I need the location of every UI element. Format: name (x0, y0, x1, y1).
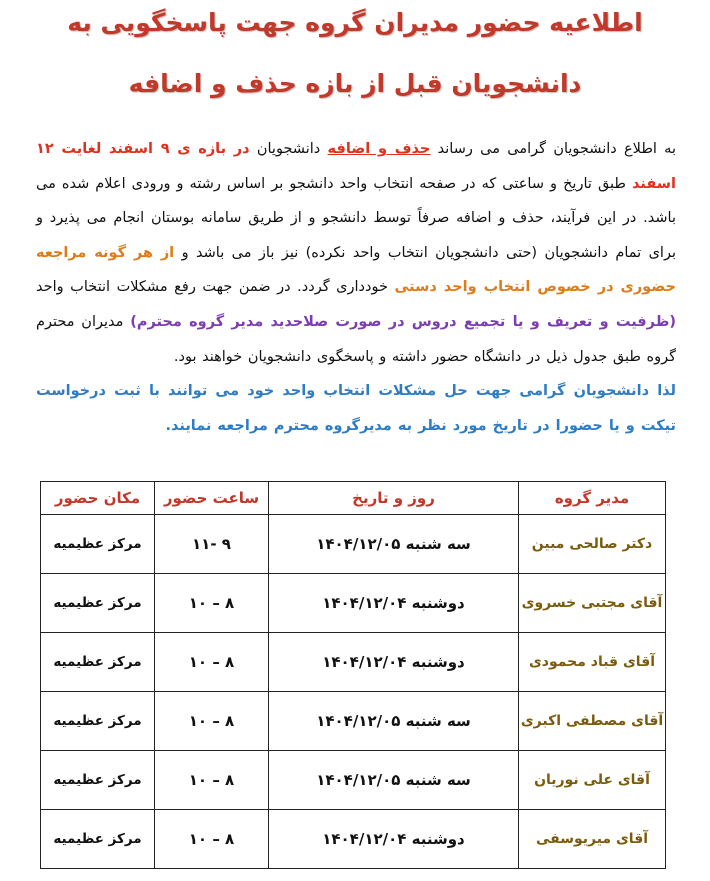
announcement-title-line1: اطلاعیه حضور مدیران گروه جهت پاسخگویی به (67, 8, 643, 37)
cell-place: مرکز عظیمیه (41, 751, 155, 810)
cell-manager: دکتر صالحی مبین (519, 515, 666, 574)
cell-date: دوشنبه ۱۴۰۴/۱۲/۰۴ (269, 810, 519, 869)
cell-time: ۹ -۱۱ (155, 515, 269, 574)
header-place: مکان حضور (41, 482, 155, 515)
header-time: ساعت حضور (155, 482, 269, 515)
cell-place: مرکز عظیمیه (41, 515, 155, 574)
header-date: روز و تاریخ (269, 482, 519, 515)
cell-time: ۸ – ۱۰ (155, 633, 269, 692)
cell-manager: آقای مصطفی اکبری (519, 692, 666, 751)
highlight-add-drop: حذف و اضافه (327, 141, 431, 157)
cell-manager: آقای قباد محمودی (519, 633, 666, 692)
cell-date: دوشنبه ۱۴۰۴/۱۲/۰۴ (269, 574, 519, 633)
header-manager: مدیر گروه (519, 482, 666, 515)
cell-time: ۸ – ۱۰ (155, 810, 269, 869)
cell-manager: آقای میریوسفی (519, 810, 666, 869)
table-row (41, 751, 666, 810)
cell-manager: آقای مجتبی خسروی (519, 574, 666, 633)
body-text: طبق تاریخ و ساعتی که در صفحه انتخاب واحد دانشجو بر اساس رشته و ورودی اعلام شده می باشد. در این فرآیند، حذف و اضافه صرفاً توسط دانشجو و از طریق سامانه بوستان انجام می پذیرد و برای تمام دانشجویان (حتی دانشجویان انتخاب واحد نکرده) نیز باز می باشد و (36, 175, 676, 261)
body-text: دانشجویان (249, 141, 328, 157)
cell-place: مرکز عظیمیه (41, 810, 155, 869)
cell-date: سه شنبه ۱۴۰۴/۱۲/۰۵ (269, 751, 519, 810)
table-row (41, 574, 666, 633)
cell-place: مرکز عظیمیه (41, 574, 155, 633)
cell-time: ۸ – ۱۰ (155, 574, 269, 633)
highlight-no-in-person: از هر گونه مراجعه حضوری در خصوص انتخاب واحد دستی (36, 244, 676, 296)
announcement-title-line2: دانشجویان قبل از بازه حذف و اضافه (128, 69, 582, 98)
schedule-table (40, 481, 666, 869)
table-row (41, 515, 666, 574)
body-text: خودداری گردد. در ضمن جهت رفع مشکلات انتخاب واحد (36, 279, 395, 296)
cell-manager: آقای علی نوریان (519, 751, 666, 810)
body-text: مدیران محترم گروه طبق جدول ذیل در دانشگاه حضور داشته و پاسخگوی دانشجویان خواهند بود. (36, 313, 676, 365)
highlight-capacity-note: (ظرفیت و تعریف و یا تجمیع دروس در صورت صلاحدید مدیر گروه محترم) (130, 313, 676, 330)
table-row (41, 810, 666, 869)
highlight-date-range: در بازه ی ۹ اسفند لغایت ۱۲ اسفند (36, 141, 676, 192)
table-row (41, 692, 666, 751)
cell-place: مرکز عظیمیه (41, 692, 155, 751)
cell-time: ۸ – ۱۰ (155, 751, 269, 810)
cell-date: سه شنبه ۱۴۰۴/۱۲/۰۵ (269, 692, 519, 751)
cell-place: مرکز عظیمیه (41, 633, 155, 692)
body-text: به اطلاع دانشجویان گرامی می رساند (430, 141, 676, 157)
highlight-ticket-note: لذا دانشجویان گرامی جهت حل مشکلات انتخاب واحد خود می توانند با ثبت درخواست تیکت و یا حضورا در تاریخ مورد نظر به مدیرگروه محترم مراجعه نمایند. (36, 383, 676, 434)
announcement-body (36, 132, 676, 443)
cell-time: ۸ – ۱۰ (155, 692, 269, 751)
cell-date: سه شنبه ۱۴۰۴/۱۲/۰۵ (269, 515, 519, 574)
table-row (41, 633, 666, 692)
cell-date: دوشنبه ۱۴۰۴/۱۲/۰۴ (269, 633, 519, 692)
table-header-row (41, 482, 666, 515)
